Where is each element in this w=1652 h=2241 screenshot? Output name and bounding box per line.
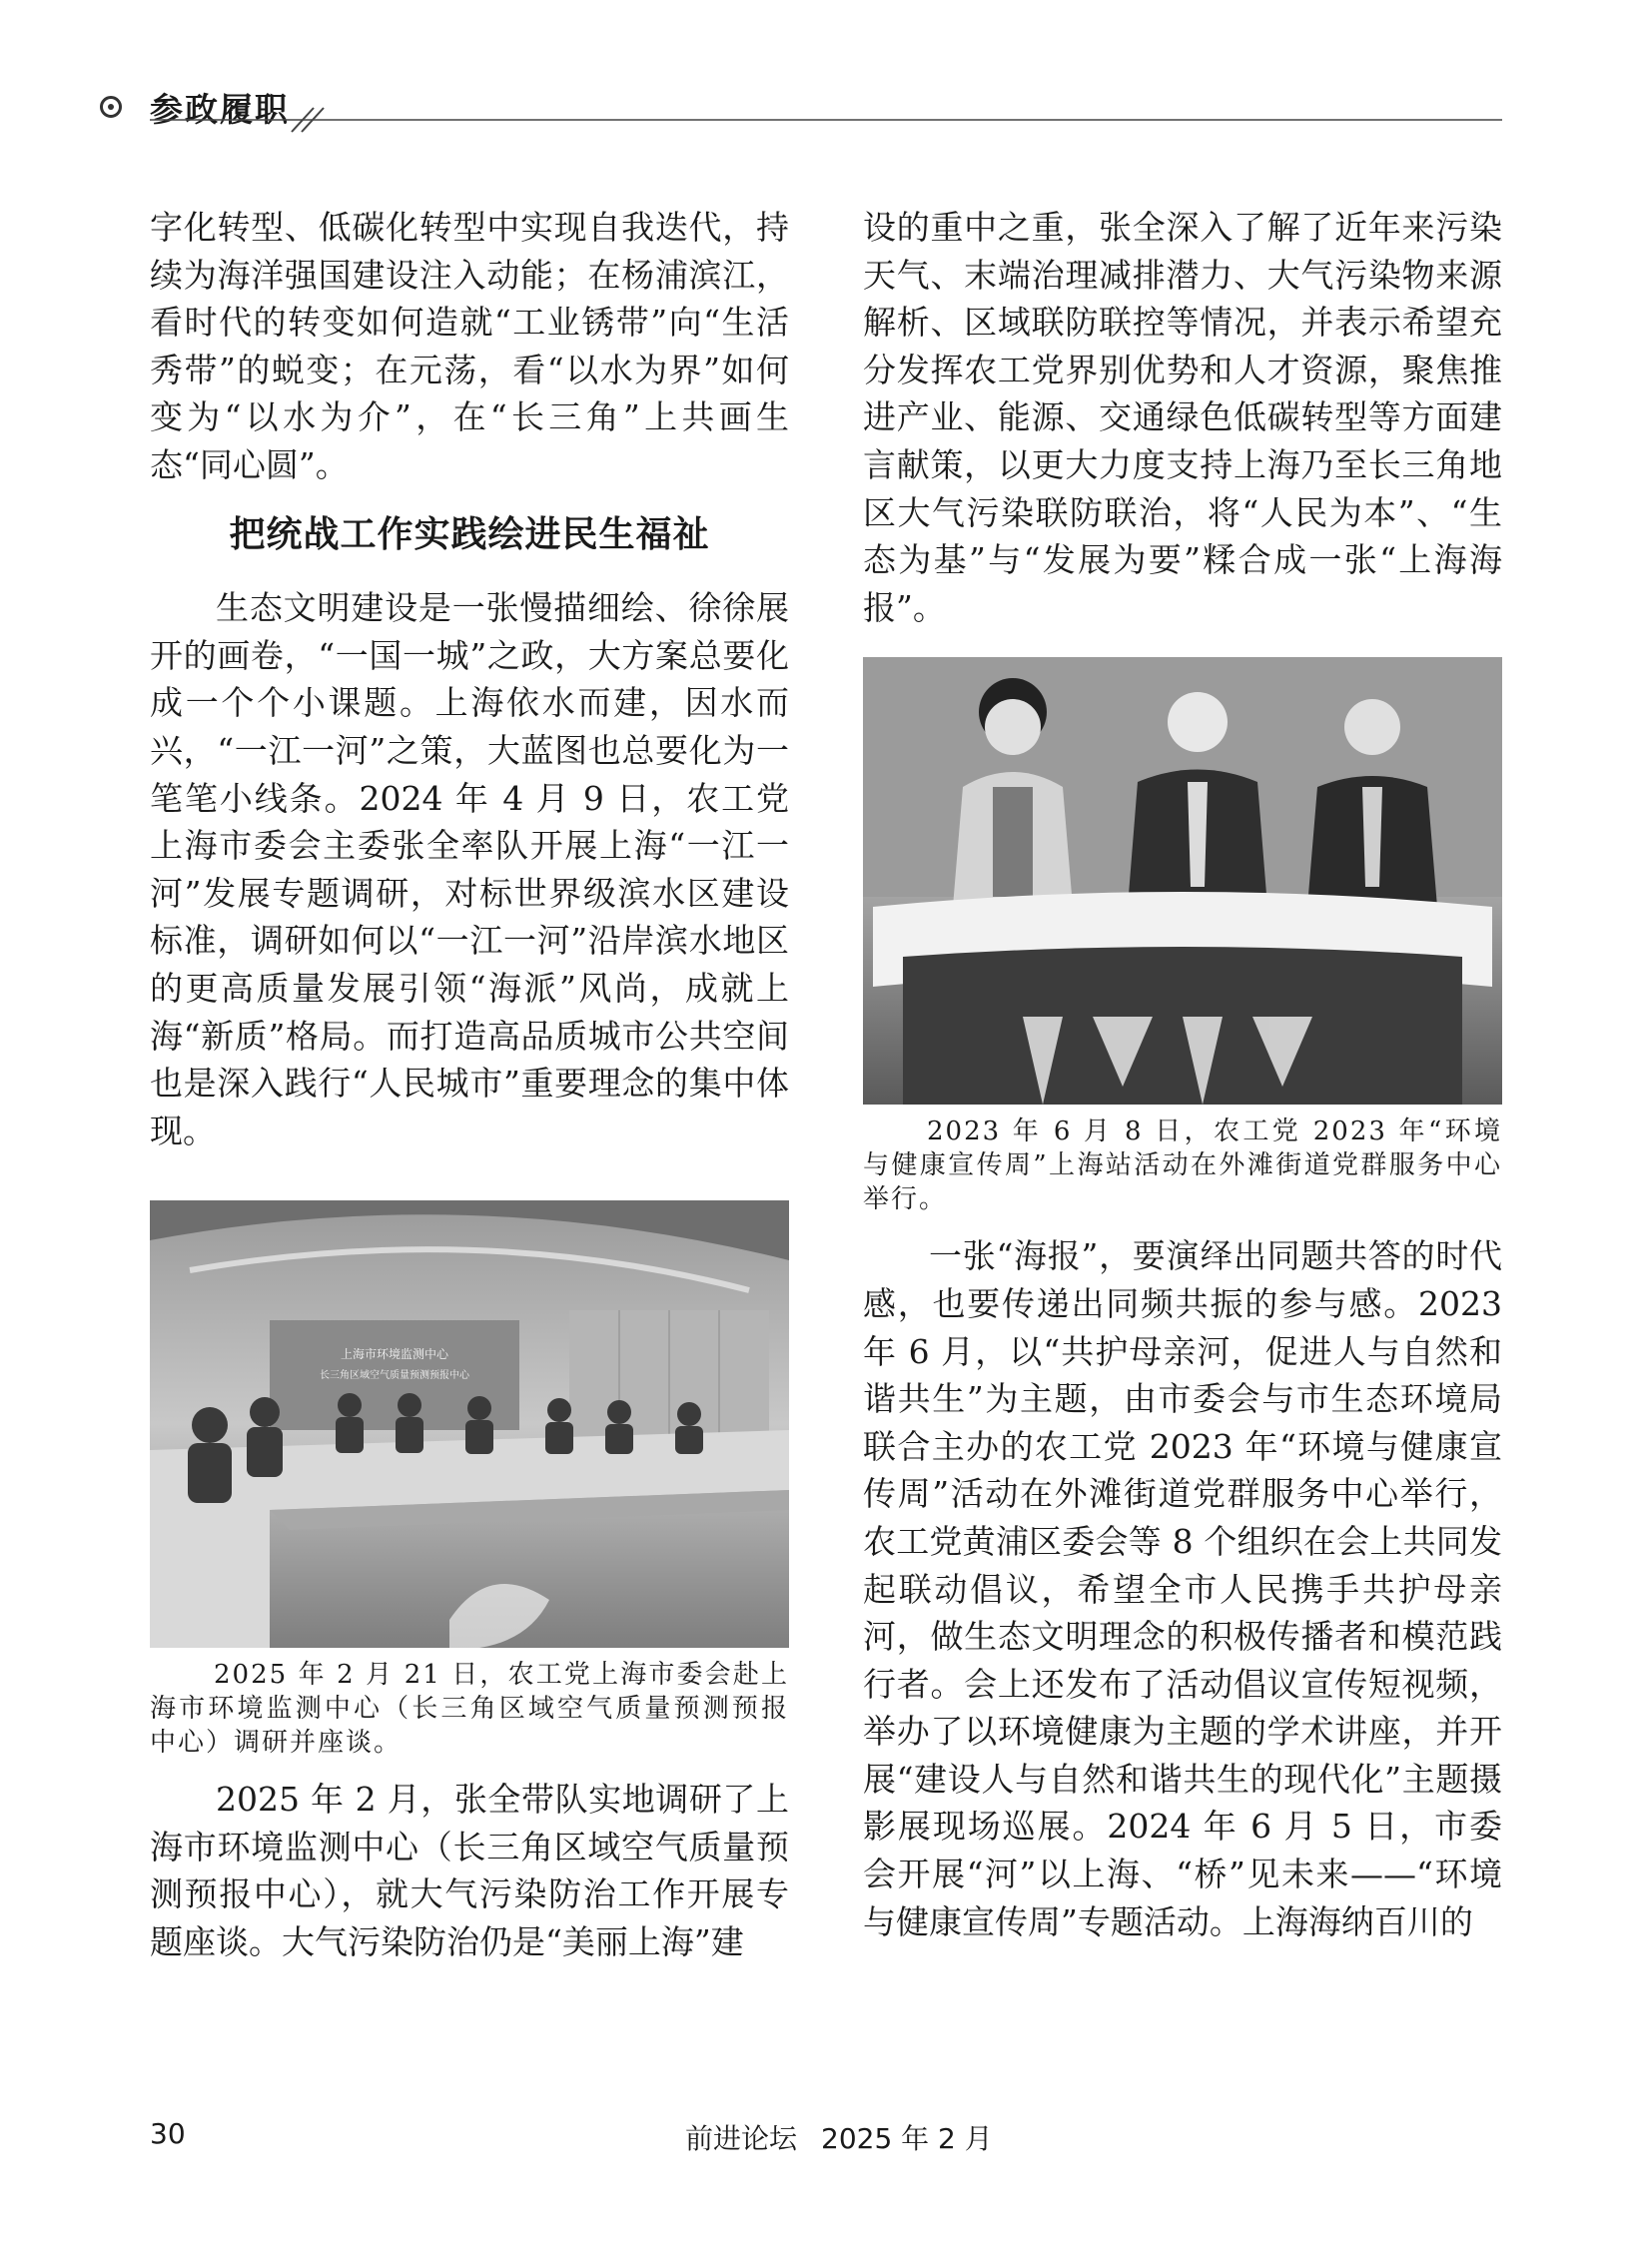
event-photo (863, 657, 1502, 1105)
sign-line-2: 长三角区域空气质量预测预报中心 (320, 1370, 469, 1382)
sign-line-1: 上海市环境监测中心 (340, 1347, 449, 1362)
page-header (0, 0, 1652, 170)
page-number: 30 (150, 2117, 186, 2150)
event-photo-figure (863, 657, 1502, 1216)
left-para-1: 生态文明建设是一张慢描细绘、徐徐展开的画卷，“一国一城”之政，大方案总要化成一个个小课题。上海依水而建，因水而兴，“一江一河”之策，大蓝图也总要化为一笔笔小线条。2024 年 4 月 9 日，农工党上海市委会主委张全率队开展上海“一江一河”发展专题调研，对标世界级滨水区建设标准，调研如何以“一江一河”沿岸滨水地区的更高质量发展引领“海派”风尚，成就上海“新质”格局。而打造高品质城市公共空间也是深入践行“人民城市”重要理念的集中体现。 (150, 588, 789, 1150)
left-para-continued: 字化转型、低碳化转型中实现自我迭代，持续为海洋强国建设注入动能；在杨浦滨江，看时代的转变如何造就“工业锈带”向“生活秀带”的蜕变；在元荡，看“以水为界”如何变为“以水为介”，在“长三角”上共画生态“同心圆”。 (150, 208, 789, 484)
event-photo-caption: 2023 年 6 月 8 日，农工党 2023 年“环境与健康宣传周”上海站活动在外滩街道党群服务中心举行。 (863, 1117, 1502, 1215)
right-para-continued: 设的重中之重，张全深入了解了近年来污染天气、末端治理减排潜力、大气污染物来源解析、区域联防联控等情况，并表示希望充分发挥农工党界别优势和人才资源，聚焦推进产业、能源、交通绿色低碳转型等方面建言献策，以更大力度支持上海乃至长三角地区大气污染联防联治，将“人民为本”、“生态为基”与“发展为要”糅合成一张“上海海报”。 (863, 208, 1502, 627)
meeting-photo-figure (150, 1200, 789, 1760)
section-title: 参政履职 (150, 90, 290, 129)
right-column (863, 204, 1502, 1945)
issue-date: 2025 年 2 月 (821, 2122, 993, 2155)
left-para-2: 2025 年 2 月，张全带队实地调研了上海市环境监测中心（长三角区域空气质量预测预报中心），就大气污染防治工作开展专题座谈。大气污染防治仍是“美丽上海”建 (150, 1780, 789, 1962)
left-column (150, 204, 789, 1966)
section-heading: 把统战工作实践绘进民生福祉 (229, 513, 710, 555)
magazine-name: 前进论坛 (685, 2122, 798, 2155)
meeting-photo-caption: 2025 年 2 月 21 日，农工党上海市委会赴上海市环境监测中心（长三角区域空气质量预测预报中心）调研并座谈。 (150, 1660, 789, 1759)
meeting-photo (150, 1200, 789, 1648)
right-para-1: 一张“海报”，要演绎出同题共答的时代感，也要传递出同频共振的参与感。2023 年 6 月，以“共护母亲河，促进人与自然和谐共生”为主题，由市委会与市生态环境局联合主办的农工党 2023 年“环境与健康宣传周”活动在外滩街道党群服务中心举行，农工党黄浦区委会等 8 个组织在会上共同发起联动倡议，希望全市人民携手共护母亲河，做生态文明理念的积极传播者和模范践行者。会上还发布了活动倡议宣传短视频，举办了以环境健康为主题的学术讲座，并开展“建设人与自然和谐共生的现代化”主题摄影展现场巡展。2024 年 6 月 5 日，市委会开展“河”以上海、“桥”见未来——“环境与健康宣传周”专题活动。上海海纳百川的 (863, 1236, 1502, 1941)
header-rule (0, 0, 1652, 170)
